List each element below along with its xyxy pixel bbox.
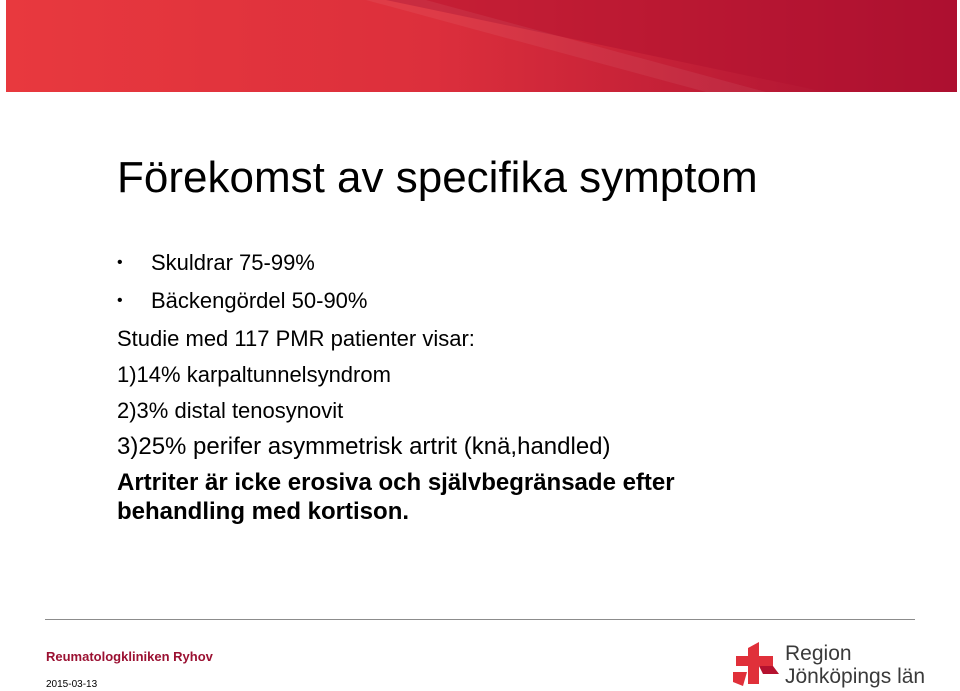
logo-line-county: Jönköpings län xyxy=(785,665,926,688)
footer-date: 2015-03-13 xyxy=(46,679,98,690)
finding-line: 3)25% perifer asymmetrisk artrit (knä,handled) xyxy=(117,433,611,460)
red-cross-arrow-logo-icon xyxy=(733,642,779,688)
bullet-item xyxy=(117,283,917,321)
bullet-text: Bäckengördel 50-90% xyxy=(151,288,368,313)
logo-line-region: Region xyxy=(785,642,852,665)
conclusion-text: Artriter är icke erosiva och självbegränsade efter behandling med kortison. xyxy=(117,469,675,525)
header-banner xyxy=(6,0,957,92)
bullet-icon: • xyxy=(117,292,123,309)
footer-clinic-name: Reumatologkliniken Ryhov xyxy=(46,649,213,664)
study-line: Studie med 117 PMR patienter visar: xyxy=(117,326,475,351)
slide-title: Förekomst av specifika symptom xyxy=(117,153,758,202)
bullet-text: Skuldrar 75-99% xyxy=(151,250,315,275)
finding-line: 2)3% distal tenosynovit xyxy=(117,398,344,423)
bullet-item xyxy=(117,245,917,283)
slide-content xyxy=(117,245,917,526)
logo-text xyxy=(785,642,925,688)
footer-divider xyxy=(45,619,915,620)
region-logo xyxy=(733,640,933,690)
bullet-icon: • xyxy=(117,254,123,271)
finding-line: 1)14% karpaltunnelsyndrom xyxy=(117,362,391,387)
